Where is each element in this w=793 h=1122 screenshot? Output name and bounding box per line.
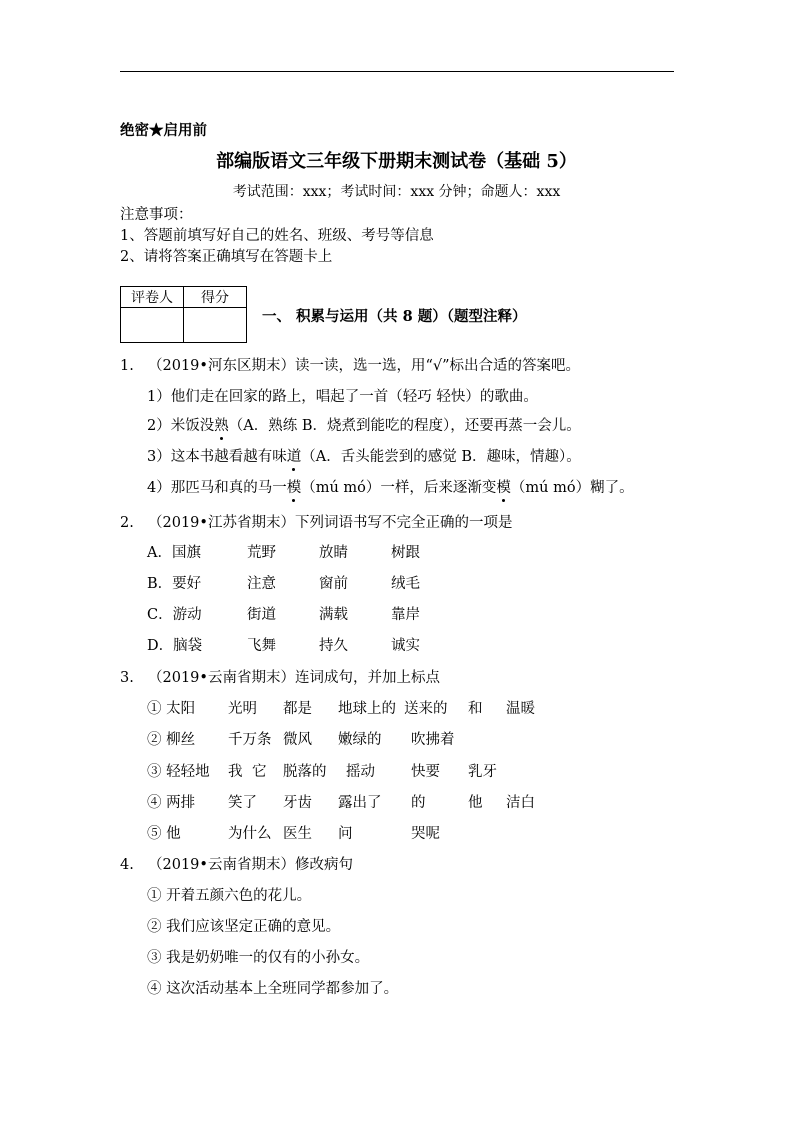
score-header: 得分 xyxy=(184,287,247,308)
q4-item: ① 开着五颜六色的花儿。 xyxy=(147,888,312,904)
question-number: 1. xyxy=(120,358,134,374)
dotted-char: 模 xyxy=(287,476,302,497)
page-title: 部编版语文三年级下册期末测试卷（基础 5） xyxy=(216,151,577,172)
line-text: 3）这本书越看越有味 xyxy=(147,449,287,465)
line-text: 1）他们走在回家的路上，唱起了一首（轻巧 轻快）的歌曲。 xyxy=(147,389,538,405)
line-text: （mú mó）糊了。 xyxy=(510,480,634,496)
word: 注意 xyxy=(247,576,276,592)
word: 窗前 xyxy=(319,576,348,592)
word: A．国旗 xyxy=(147,545,201,561)
word: 持久 xyxy=(319,638,348,654)
grader-cell xyxy=(121,308,184,343)
line-text: 4）那匹马和真的马一 xyxy=(147,480,287,496)
word: 送来的 xyxy=(404,701,448,717)
line-text: （mú mó）一样，后来逐渐变 xyxy=(301,480,497,496)
word: 洁白 xyxy=(506,795,535,811)
q1-line-3 xyxy=(147,445,581,466)
notes-heading: 注意事项： xyxy=(120,207,193,223)
word: 乳牙 xyxy=(468,764,497,780)
word: ⑤ 他 xyxy=(147,826,181,842)
q4-item: ③ 我是奶奶唯一的仅有的小孙女。 xyxy=(147,950,370,966)
word: 问 xyxy=(338,826,353,842)
word: 哭呢 xyxy=(411,826,440,842)
word: 温暖 xyxy=(506,701,535,717)
word: ④ 两排 xyxy=(147,795,196,811)
word: C．游动 xyxy=(147,607,202,623)
word: 绒毛 xyxy=(391,576,420,592)
word: 诚实 xyxy=(391,638,420,654)
word: 满载 xyxy=(319,607,348,623)
question-3 xyxy=(120,666,440,687)
line-text: （A．舌头能尝到的感觉 B．趣味，情趣）。 xyxy=(301,449,581,465)
line-text: （A．熟练 B．烧煮到能吃的程度），还要再蒸一会儿。 xyxy=(228,418,581,434)
dotted-char: 模 xyxy=(496,476,511,497)
word: 我 xyxy=(228,764,243,780)
q4-item: ④ 这次活动基本上全班同学都参加了。 xyxy=(147,981,399,997)
question-number: 2. xyxy=(120,515,134,531)
word: 吹拂着 xyxy=(411,732,455,748)
secret-label: 绝密★启用前 xyxy=(120,122,207,139)
note-item: 1、答题前填写好自己的姓名、班级、考号等信息 xyxy=(120,228,434,244)
word: 摇动 xyxy=(346,764,375,780)
word: 他 xyxy=(468,795,483,811)
word: 和 xyxy=(468,701,483,717)
question-number: 3. xyxy=(120,670,134,686)
question-text: （2019•云南省期末）修改病句 xyxy=(148,857,353,873)
word: 千万条 xyxy=(228,732,272,748)
word: 嫩绿的 xyxy=(338,732,382,748)
word: 微风 xyxy=(283,732,312,748)
question-text: （2019•江苏省期末）下列词语书写不完全正确的一项是 xyxy=(148,515,513,531)
word: 靠岸 xyxy=(391,607,420,623)
word: 的 xyxy=(411,795,426,811)
word: 荒野 xyxy=(247,545,276,561)
question-text: （2019•河东区期末）读一读，选一选，用“√”标出合适的答案吧。 xyxy=(148,358,581,374)
question-4 xyxy=(120,853,353,874)
word: 街道 xyxy=(247,607,276,623)
dotted-char: 熟 xyxy=(214,414,229,435)
grader-header: 评卷人 xyxy=(121,287,184,308)
question-number: 4. xyxy=(120,857,134,873)
q1-line-1 xyxy=(147,385,538,406)
header-rule xyxy=(120,71,674,72)
word: B．要好 xyxy=(147,576,202,592)
word: 笑了 xyxy=(228,795,257,811)
question-text: （2019•云南省期末）连词成句，并加上标点 xyxy=(148,670,440,686)
word: D．脑袋 xyxy=(147,638,203,654)
word: ① 太阳 xyxy=(147,701,196,717)
word: 脱落的 xyxy=(283,764,327,780)
q4-item: ② 我们应该坚定正确的意见。 xyxy=(147,919,341,935)
dotted-char: 道 xyxy=(287,445,302,466)
word: 都是 xyxy=(283,701,312,717)
note-item: 2、请将答案正确填写在答题卡上 xyxy=(120,249,333,265)
word: 快要 xyxy=(411,764,440,780)
word: 露出了 xyxy=(338,795,382,811)
word: ② 柳丝 xyxy=(147,732,196,748)
question-2 xyxy=(120,511,512,532)
word: ③ 轻轻地 xyxy=(147,764,210,780)
word: 树跟 xyxy=(391,545,420,561)
word: 放睛 xyxy=(319,545,348,561)
word: 为什么 xyxy=(228,826,272,842)
section-title: 一、 积累与运用（共 8 题）（题型注释） xyxy=(262,308,527,325)
word: 飞舞 xyxy=(247,638,276,654)
line-text: 2）米饭没 xyxy=(147,418,215,434)
score-table xyxy=(120,286,247,343)
word: 医生 xyxy=(283,826,312,842)
word: 光明 xyxy=(228,701,257,717)
word: 地球上的 xyxy=(338,701,396,717)
word: 它 xyxy=(252,764,267,780)
exam-info: 考试范围：xxx；考试时间：xxx 分钟；命题人：xxx xyxy=(232,184,561,200)
question-1 xyxy=(120,354,580,375)
q1-line-4 xyxy=(147,476,634,497)
score-cell xyxy=(184,308,247,343)
q1-line-2 xyxy=(147,414,581,435)
word: 牙齿 xyxy=(283,795,312,811)
